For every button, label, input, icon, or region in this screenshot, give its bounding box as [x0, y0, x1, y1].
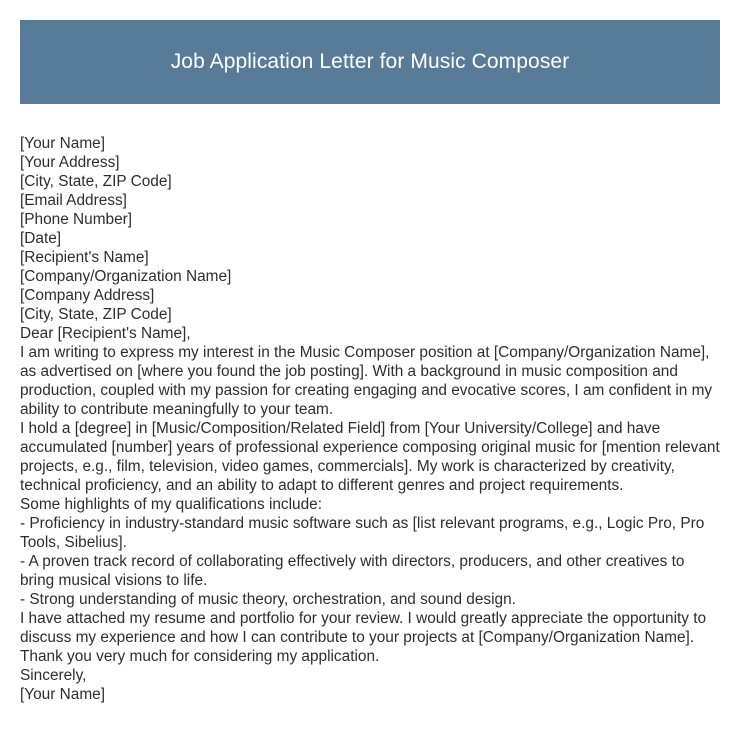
highlight-item: - A proven track record of collaborating effectively with directors, producers, and other creatives to bring musical visions to life.: [20, 553, 685, 589]
title-banner: [20, 20, 720, 104]
sender-address: [Your Address]: [20, 154, 120, 171]
highlight-item: - Proficiency in industry-standard music software such as [list relevant programs, e.g., Logic Pro, Pro Tools, Sibelius].: [20, 515, 705, 551]
paragraph-experience: I hold a [degree] in [Music/Composition/Related Field] from [Your University/College] and have accumulated [number] years of professional experience composing original music for [mention relevant projects, e.g., film, television, video games, commercials]. My work is characterized by creativity, technical proficiency, and an ability to adapt to different genres and project requirements.: [20, 420, 720, 494]
paragraph-highlights-intro: Some highlights of my qualifications include:: [20, 496, 322, 513]
recipient-name: [Recipient's Name]: [20, 249, 149, 266]
letter-body: [20, 134, 720, 704]
recipient-city-state-zip: [City, State, ZIP Code]: [20, 306, 172, 323]
sender-email: [Email Address]: [20, 192, 127, 209]
page-title: Job Application Letter for Music Composer: [170, 50, 570, 73]
recipient-organization: [Company/Organization Name]: [20, 268, 232, 285]
paragraph-interest: I am writing to express my interest in the Music Composer position at [Company/Organization Name], as advertised on [where you found the job posting]. With a background in music composition and production, coupled with my passion for creating engaging and evocative scores, I am confident in my ability to contribute meaningfully to your team.: [20, 344, 713, 418]
sign-off: Sincerely,: [20, 667, 87, 684]
letter-date: [Date]: [20, 230, 62, 247]
closing-paragraph: I have attached my resume and portfolio for your review. I would greatly appreciate the opportunity to discuss my experience and how I can contribute to your projects at [Company/Organization Name]. Thank you very much for considering my application.: [20, 610, 707, 665]
signature: [Your Name]: [20, 686, 105, 703]
recipient-address: [Company Address]: [20, 287, 155, 304]
highlight-item: - Strong understanding of music theory, orchestration, and sound design.: [20, 591, 516, 608]
sender-city-state-zip: [City, State, ZIP Code]: [20, 173, 172, 190]
sender-phone: [Phone Number]: [20, 211, 133, 228]
sender-name: [Your Name]: [20, 135, 105, 152]
salutation: Dear [Recipient's Name],: [20, 325, 191, 342]
